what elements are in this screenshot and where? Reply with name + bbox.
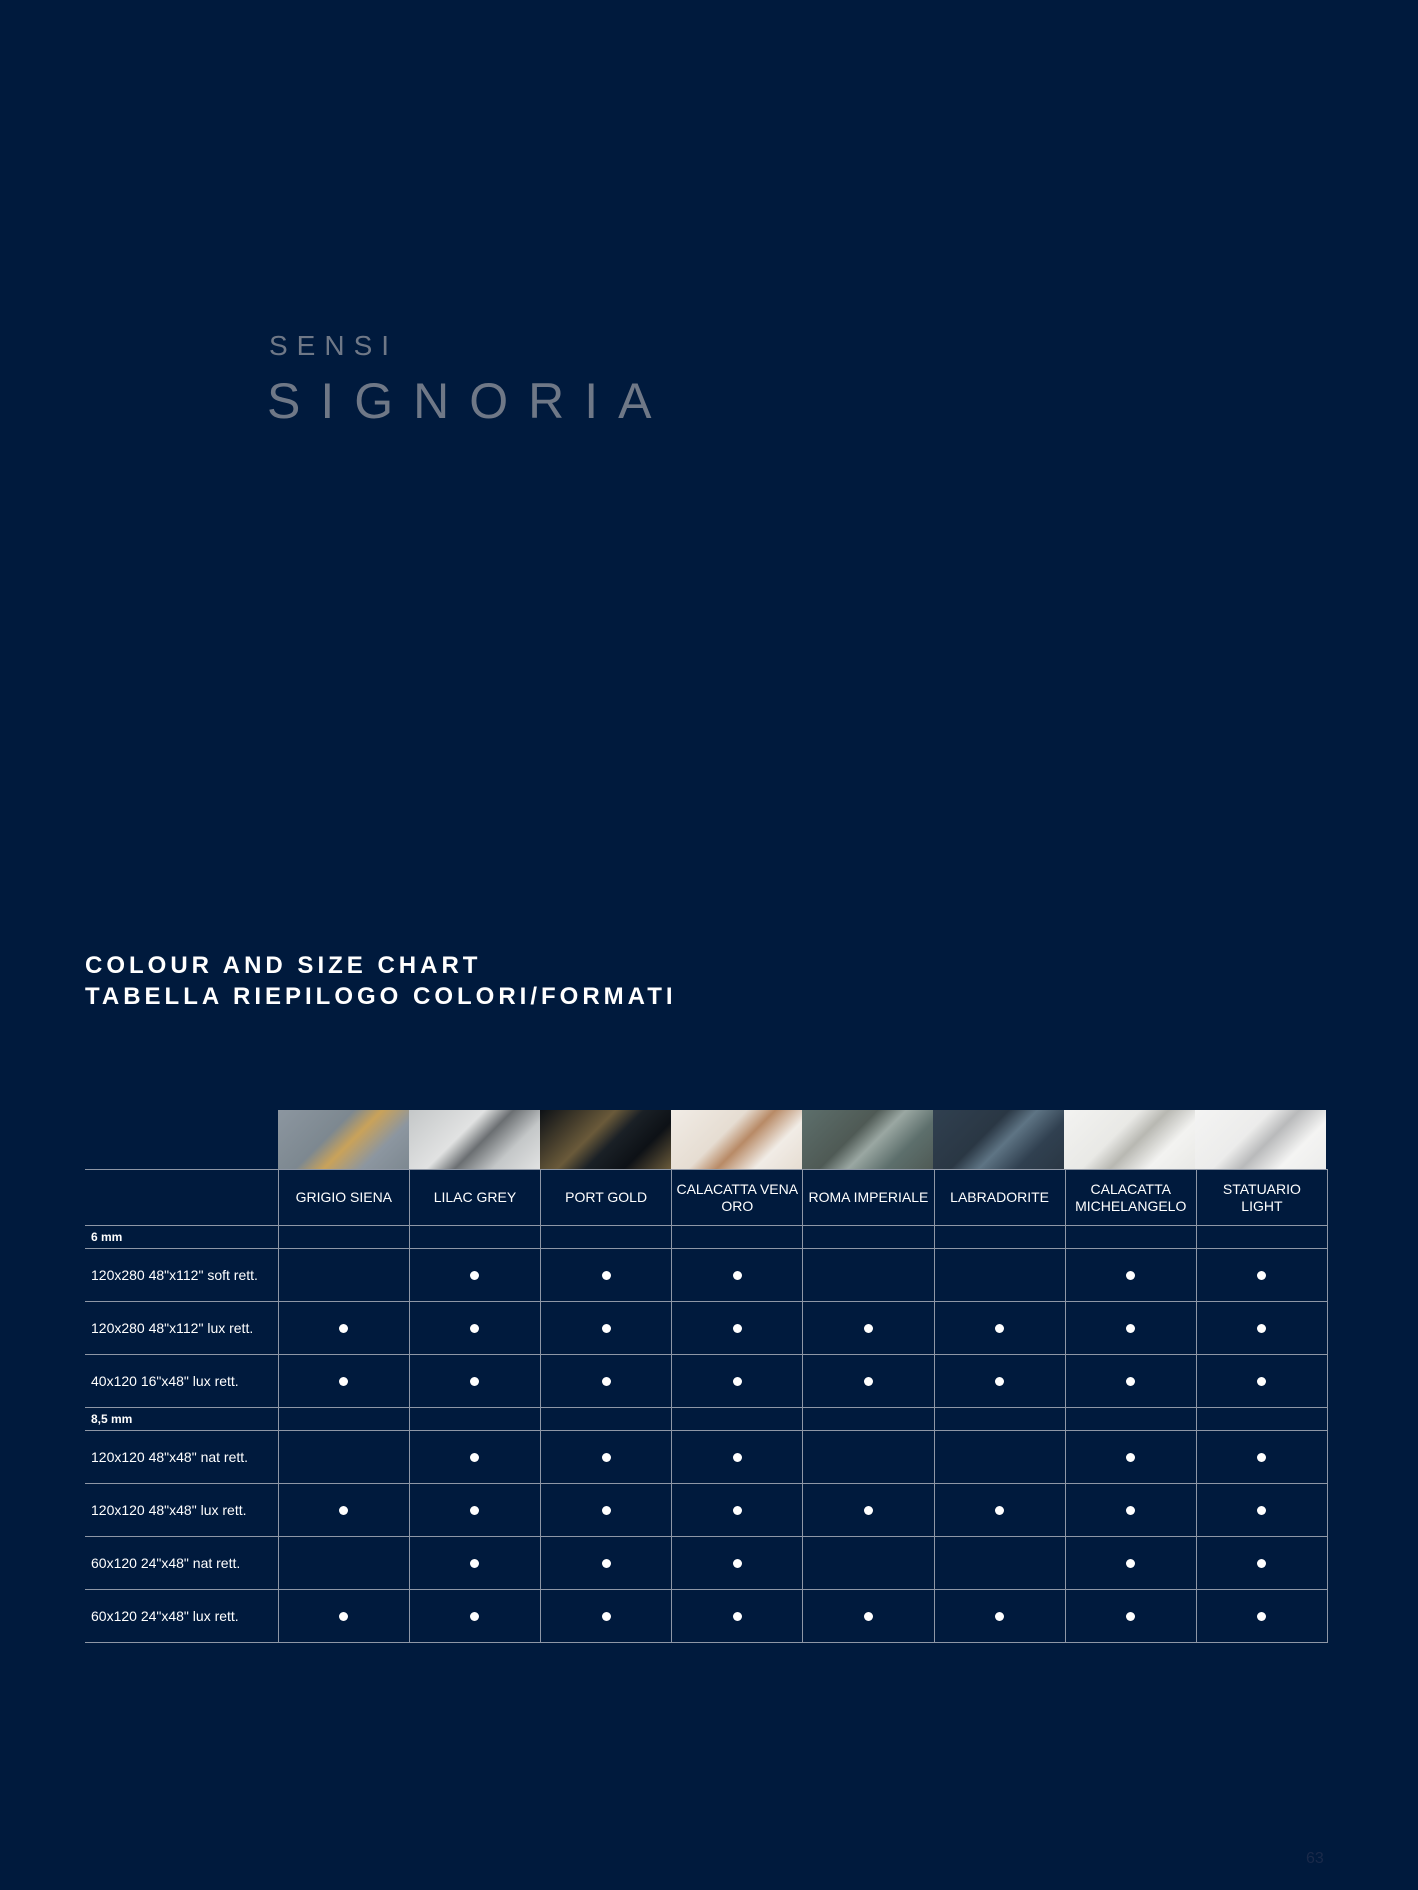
available-dot-icon — [470, 1612, 479, 1621]
availability-cell — [278, 1590, 409, 1643]
availability-cell — [1065, 1249, 1196, 1302]
available-dot-icon — [602, 1506, 611, 1515]
available-dot-icon — [995, 1506, 1004, 1515]
available-dot-icon — [602, 1271, 611, 1280]
available-dot-icon — [339, 1506, 348, 1515]
availability-cell — [541, 1302, 672, 1355]
section-cell — [278, 1408, 409, 1431]
available-dot-icon — [864, 1377, 873, 1386]
availability-cell — [278, 1302, 409, 1355]
available-dot-icon — [1126, 1271, 1135, 1280]
section-cell — [934, 1226, 1065, 1249]
availability-cell — [803, 1249, 934, 1302]
availability-cell — [672, 1537, 803, 1590]
section-cell — [1065, 1408, 1196, 1431]
size-label: 120x120 48"x48" nat rett. — [85, 1431, 278, 1484]
availability-cell — [278, 1355, 409, 1408]
available-dot-icon — [470, 1453, 479, 1462]
available-dot-icon — [733, 1559, 742, 1568]
availability-cell — [803, 1302, 934, 1355]
available-dot-icon — [339, 1612, 348, 1621]
availability-cell — [672, 1590, 803, 1643]
section-cell — [803, 1408, 934, 1431]
available-dot-icon — [470, 1377, 479, 1386]
section-cell — [278, 1226, 409, 1249]
availability-cell — [934, 1590, 1065, 1643]
brand-title: SIGNORIA — [267, 373, 672, 429]
availability-cell — [1065, 1537, 1196, 1590]
colour-header: LILAC GREY — [409, 1170, 540, 1226]
page-number: 63 — [1306, 1850, 1324, 1867]
section-cell — [672, 1226, 803, 1249]
availability-cell — [409, 1249, 540, 1302]
size-label: 120x120 48"x48" lux rett. — [85, 1484, 278, 1537]
swatch-statuario-light — [1195, 1110, 1326, 1169]
availability-cell — [278, 1249, 409, 1302]
table-row — [85, 1431, 1328, 1484]
colour-header: LABRADORITE — [934, 1170, 1065, 1226]
colour-header: STATUARIO LIGHT — [1196, 1170, 1327, 1226]
available-dot-icon — [602, 1612, 611, 1621]
available-dot-icon — [995, 1377, 1004, 1386]
section-cell — [934, 1408, 1065, 1431]
available-dot-icon — [733, 1506, 742, 1515]
section-cell — [541, 1408, 672, 1431]
available-dot-icon — [1257, 1453, 1266, 1462]
available-dot-icon — [1257, 1559, 1266, 1568]
availability-cell — [803, 1431, 934, 1484]
availability-cell — [1196, 1249, 1327, 1302]
chart-title — [85, 950, 677, 1012]
header-corner — [85, 1170, 278, 1226]
swatch-lilac-grey — [409, 1110, 540, 1169]
colour-header: CALACATTA MICHELANGELO — [1065, 1170, 1196, 1226]
available-dot-icon — [1126, 1377, 1135, 1386]
section-row — [85, 1226, 1328, 1249]
availability-cell — [934, 1249, 1065, 1302]
availability-cell — [934, 1537, 1065, 1590]
available-dot-icon — [602, 1559, 611, 1568]
availability-cell — [803, 1590, 934, 1643]
available-dot-icon — [1257, 1506, 1266, 1515]
availability-cell — [541, 1355, 672, 1408]
section-cell — [409, 1408, 540, 1431]
availability-cell — [541, 1537, 672, 1590]
available-dot-icon — [733, 1612, 742, 1621]
available-dot-icon — [733, 1377, 742, 1386]
available-dot-icon — [470, 1271, 479, 1280]
available-dot-icon — [1126, 1612, 1135, 1621]
available-dot-icon — [1126, 1506, 1135, 1515]
availability-cell — [1065, 1302, 1196, 1355]
available-dot-icon — [470, 1324, 479, 1333]
availability-cell — [934, 1302, 1065, 1355]
available-dot-icon — [1257, 1612, 1266, 1621]
availability-cell — [409, 1355, 540, 1408]
available-dot-icon — [733, 1271, 742, 1280]
availability-cell — [409, 1590, 540, 1643]
available-dot-icon — [1126, 1453, 1135, 1462]
colour-header: CALACATTA VENA ORO — [672, 1170, 803, 1226]
availability-cell — [672, 1484, 803, 1537]
available-dot-icon — [733, 1324, 742, 1333]
available-dot-icon — [1126, 1324, 1135, 1333]
availability-cell — [541, 1431, 672, 1484]
available-dot-icon — [995, 1612, 1004, 1621]
swatch-calacatta-michelangelo — [1064, 1110, 1195, 1169]
size-label: 40x120 16"x48" lux rett. — [85, 1355, 278, 1408]
table-row — [85, 1590, 1328, 1643]
available-dot-icon — [1257, 1271, 1266, 1280]
available-dot-icon — [339, 1377, 348, 1386]
availability-cell — [672, 1249, 803, 1302]
section-label: 8,5 mm — [85, 1408, 278, 1431]
availability-cell — [1065, 1590, 1196, 1643]
availability-cell — [278, 1431, 409, 1484]
availability-cell — [1196, 1431, 1327, 1484]
availability-cell — [409, 1537, 540, 1590]
table-row — [85, 1302, 1328, 1355]
header-row — [85, 1170, 1328, 1226]
swatch-strip — [278, 1110, 1326, 1169]
availability-cell — [803, 1355, 934, 1408]
availability-cell — [672, 1355, 803, 1408]
section-cell — [803, 1226, 934, 1249]
swatch-labradorite — [933, 1110, 1064, 1169]
availability-cell — [1196, 1302, 1327, 1355]
table-row — [85, 1355, 1328, 1408]
section-cell — [672, 1408, 803, 1431]
table-row — [85, 1484, 1328, 1537]
availability-cell — [803, 1484, 934, 1537]
chart-title-it: TABELLA RIEPILOGO COLORI/FORMATI — [85, 983, 677, 1010]
available-dot-icon — [864, 1506, 873, 1515]
availability-cell — [278, 1537, 409, 1590]
brand-subtitle: SENSI — [269, 330, 399, 361]
colour-header: GRIGIO SIENA — [278, 1170, 409, 1226]
availability-cell — [1196, 1590, 1327, 1643]
availability-cell — [934, 1431, 1065, 1484]
section-row — [85, 1408, 1328, 1431]
availability-cell — [1065, 1431, 1196, 1484]
available-dot-icon — [1257, 1377, 1266, 1386]
availability-cell — [934, 1355, 1065, 1408]
section-cell — [1196, 1408, 1327, 1431]
availability-cell — [672, 1431, 803, 1484]
availability-cell — [1065, 1355, 1196, 1408]
available-dot-icon — [1257, 1324, 1266, 1333]
availability-cell — [541, 1249, 672, 1302]
chart-title-en: COLOUR AND SIZE CHART — [85, 952, 482, 979]
availability-cell — [1065, 1484, 1196, 1537]
table-row — [85, 1249, 1328, 1302]
size-label: 60x120 24"x48" lux rett. — [85, 1590, 278, 1643]
availability-cell — [541, 1590, 672, 1643]
available-dot-icon — [864, 1612, 873, 1621]
availability-cell — [672, 1302, 803, 1355]
available-dot-icon — [602, 1324, 611, 1333]
availability-cell — [278, 1484, 409, 1537]
swatch-port-gold — [540, 1110, 671, 1169]
swatch-roma-imperiale — [802, 1110, 933, 1169]
size-label: 120x280 48"x112" lux rett. — [85, 1302, 278, 1355]
availability-cell — [803, 1537, 934, 1590]
availability-cell — [934, 1484, 1065, 1537]
availability-table — [85, 1169, 1328, 1643]
table-row — [85, 1537, 1328, 1590]
availability-cell — [409, 1431, 540, 1484]
available-dot-icon — [602, 1377, 611, 1386]
availability-cell — [409, 1302, 540, 1355]
available-dot-icon — [995, 1324, 1004, 1333]
colour-header: PORT GOLD — [541, 1170, 672, 1226]
section-cell — [409, 1226, 540, 1249]
size-label: 120x280 48"x112" soft rett. — [85, 1249, 278, 1302]
availability-cell — [541, 1484, 672, 1537]
section-cell — [1196, 1226, 1327, 1249]
availability-cell — [1196, 1484, 1327, 1537]
available-dot-icon — [864, 1324, 873, 1333]
swatch-calacatta-vena-oro — [671, 1110, 802, 1169]
availability-cell — [409, 1484, 540, 1537]
section-cell — [1065, 1226, 1196, 1249]
available-dot-icon — [470, 1559, 479, 1568]
swatch-grigio-siena — [278, 1110, 409, 1169]
available-dot-icon — [470, 1506, 479, 1515]
section-label: 6 mm — [85, 1226, 278, 1249]
section-cell — [541, 1226, 672, 1249]
available-dot-icon — [339, 1324, 348, 1333]
available-dot-icon — [733, 1453, 742, 1462]
available-dot-icon — [1126, 1559, 1135, 1568]
colour-header: ROMA IMPERIALE — [803, 1170, 934, 1226]
size-label: 60x120 24"x48" nat rett. — [85, 1537, 278, 1590]
availability-cell — [1196, 1537, 1327, 1590]
available-dot-icon — [602, 1453, 611, 1462]
availability-cell — [1196, 1355, 1327, 1408]
